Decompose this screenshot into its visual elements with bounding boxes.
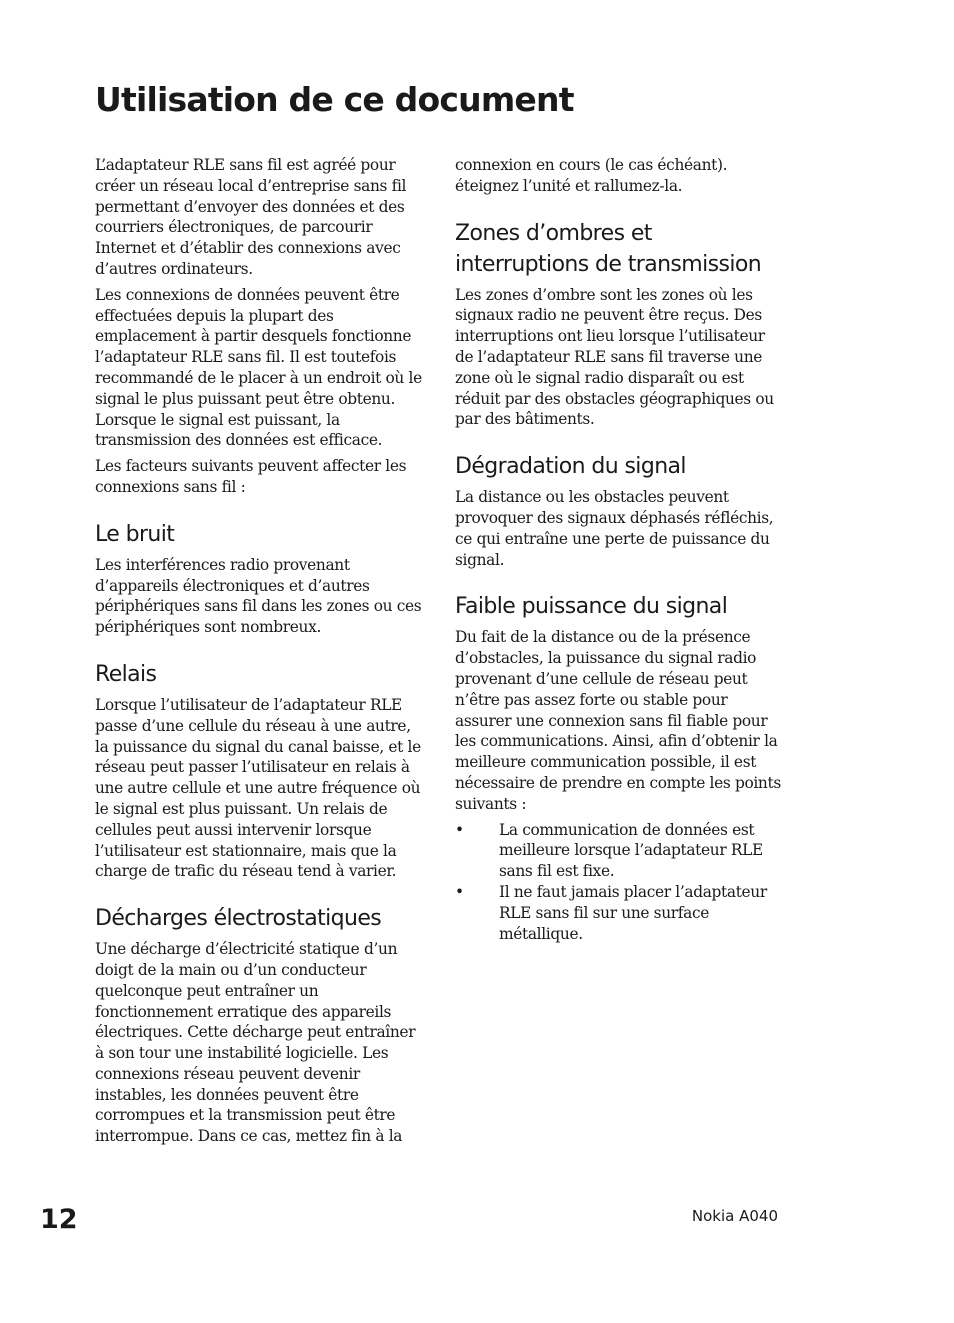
bullet-icon: • — [455, 820, 464, 839]
section-heading-degradation: Dégradation du signal — [455, 454, 686, 480]
bullet-icon: • — [455, 882, 464, 901]
section-heading-bruit: Le bruit — [95, 521, 175, 547]
list-item-text: Il ne faut jamais placer l’adaptateur RLE sans fil sur une surface métallique. — [499, 882, 767, 943]
footer-product-name: Nokia A040 — [691, 1207, 778, 1225]
bullet-list — [455, 820, 783, 945]
section-text-bruit: Les interférences radio provenant d’appareils électroniques et d’autres périphériques sans fil dans les zones ou ces périphériques sont nombreux. — [95, 555, 422, 637]
continuation-paragraph: connexion en cours (le cas échéant). éteignez l’unité et rallumez-la. — [455, 156, 728, 195]
section-heading-relais: Relais — [95, 661, 157, 687]
left-column — [95, 155, 423, 1152]
section-text-relais: Lorsque l’utilisateur de l’adaptateur RLE passe d’une cellule du réseau à une autre, la puissance du signal du canal baisse, et le réseau peut passer l’utilisateur en relais à une autre cellule et une autre fréquence où le signal est plus puissant. Un relais de cellules peut aussi intervenir lorsque l’utilisateur est stationnaire, mais que la charge de trafic du réseau tend à varier. — [95, 695, 421, 881]
page-number: 12 — [40, 1204, 78, 1235]
section-text-zones-ombres: Les zones d’ombre sont les zones où les signaux radio ne peuvent être reçus. Des interruptions ont lieu lorsque l’utilisateur de l’adaptateur RLE sans fil traverse une zone où le signal radio disparaît ou est réduit par des obstacles géographiques ou par des bâtiments. — [455, 285, 774, 429]
intro-paragraph: Les connexions de données peuvent être effectuées depuis la plupart des emplacement à partir desquels fonctionne l’adaptateur RLE sans fil. Il est toutefois recommandé de le placer à un endroit où le signal le plus puissant peut être obtenu. Lorsque le signal est puissant, la transmission des données est efficace. — [95, 285, 422, 450]
section-text-degradation: La distance ou les obstacles peuvent provoquer des signaux déphasés réfléchis, ce qui entraîne une perte de puissance du signal. — [455, 488, 774, 569]
intro-paragraph: Les facteurs suivants peuvent affecter les connexions sans fil : — [95, 457, 407, 496]
list-item — [455, 820, 783, 882]
list-item-text: La communication de données est meilleure lorsque l’adaptateur RLE sans fil est fixe. — [499, 820, 763, 881]
section-heading-decharges: Décharges électrostatiques — [95, 906, 382, 932]
intro-paragraph: L’adaptateur RLE sans fil est agréé pour créer un réseau local d’entreprise sans fil permettant d’envoyer des données et des courriers électroniques, de parcourir Internet et d’établir des connexions avec d’autres ordinateurs. — [95, 156, 407, 278]
section-heading-faible-puissance: Faible puissance du signal — [455, 594, 728, 620]
section-heading-zones-ombres: Zones d’ombres et interruptions de transmission — [455, 220, 762, 277]
page-title: Utilisation de ce document — [95, 80, 574, 119]
section-text-faible-puissance: Du fait de la distance ou de la présence d’obstacles, la puissance du signal radio provenant d’une cellule de réseau peut n’être pas assez forte ou stable pour assurer une connexion sans fil fiable pour les communications. Ainsi, afin d’obtenir la meilleure communication possible, il est nécessaire de prendre en compte les points suivants : — [455, 628, 781, 813]
right-column — [455, 155, 783, 944]
list-item — [455, 882, 783, 944]
section-text-decharges: Une décharge d’électricité statique d’un doigt de la main ou d’un conducteur quelconque peut entraîner un fonctionnement erratique des appareils électriques. Cette décharge peut entraîner à son tour une instabilité logicielle. Les connexions réseau peuvent devenir instables, les données peuvent être corrompues et la transmission peut être interrompue. Dans ce cas, mettez fin à la — [95, 940, 416, 1146]
